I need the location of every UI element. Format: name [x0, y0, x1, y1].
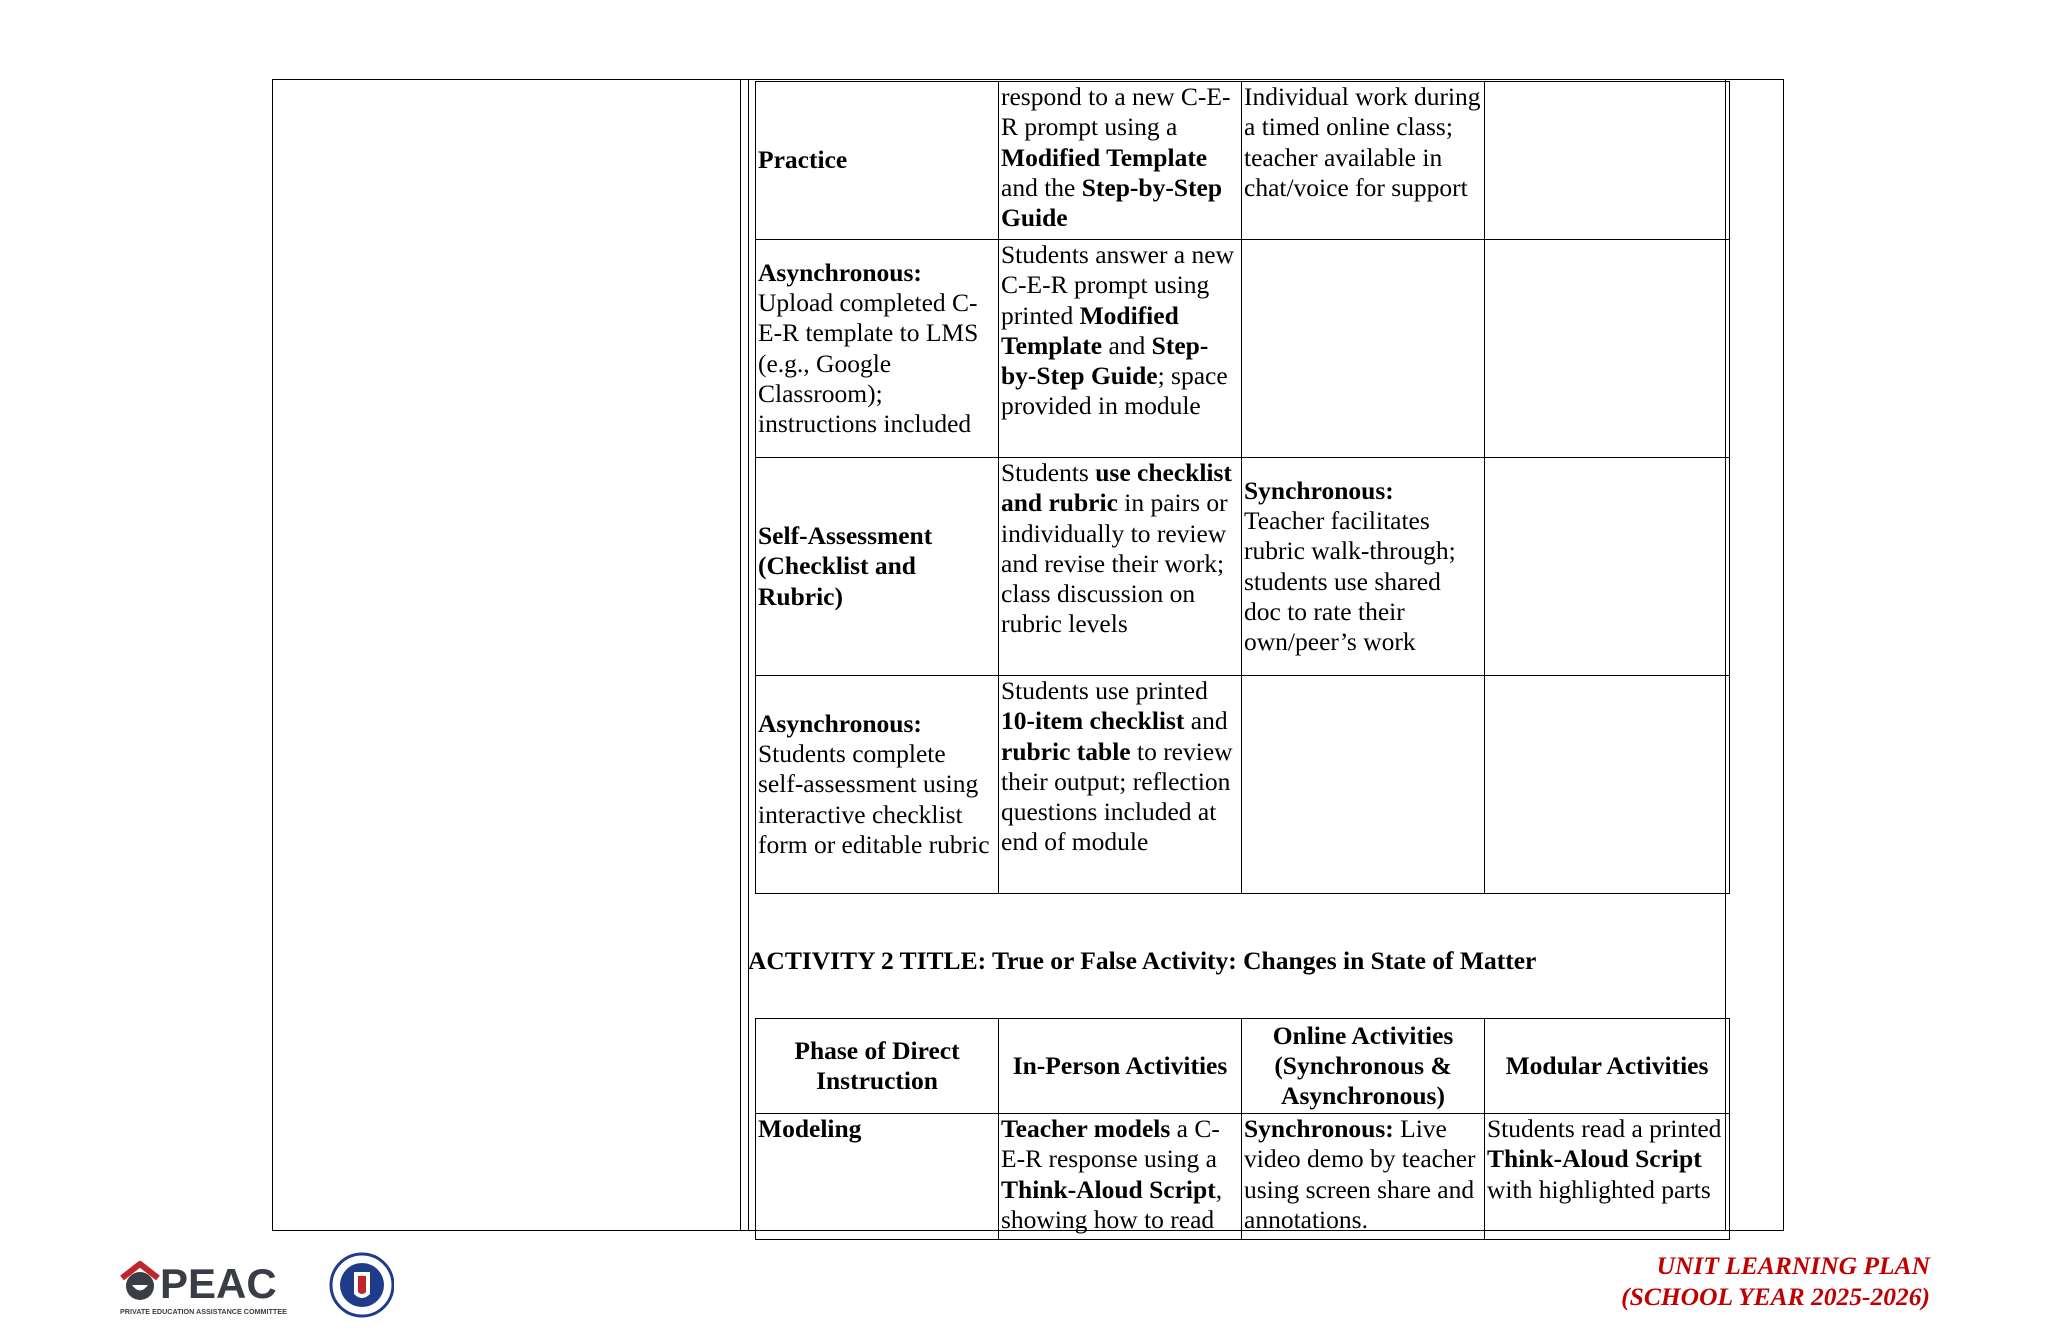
table-header-row: [756, 1019, 1730, 1114]
table-row: [756, 458, 1730, 676]
online-cell: [1242, 676, 1485, 894]
header-phase: Phase of Direct Instruction: [756, 1019, 999, 1114]
peac-subtitle: PRIVATE EDUCATION ASSISTANCE COMMITTEE: [120, 1307, 287, 1316]
in-person-cell: respond to a new C-E-R prompt using a Modified Template and the Step-by-Step Guide: [999, 82, 1242, 240]
phase-cell: Modeling: [756, 1114, 999, 1240]
activity-1-table: [755, 81, 1730, 894]
table-row: [756, 82, 1730, 240]
online-cell: [1242, 240, 1485, 458]
activity-2-title: ACTIVITY 2 TITLE: True or False Activity: Changes in State of Matter: [748, 946, 1537, 975]
table-row: [756, 676, 1730, 894]
online-cell: Synchronous: Live video demo by teacher using screen share and annotations.: [1242, 1114, 1485, 1240]
table-row: [756, 240, 1730, 458]
peac-wordmark: PEAC: [160, 1260, 277, 1307]
in-person-cell: Students use printed 10-item checklist and rubric table to review their output; reflection questions included at end of module: [999, 676, 1242, 894]
outer-column-divider: [748, 80, 749, 1230]
modular-cell: [1485, 82, 1730, 240]
phase-cell: Asynchronous: Students complete self-assessment using interactive checklist form or editable rubric: [756, 676, 999, 894]
in-person-cell: Students answer a new C-E-R prompt using printed Modified Template and Step-by-Step Guide; space provided in module: [999, 240, 1242, 458]
modular-cell: [1485, 240, 1730, 458]
modular-cell: Students read a printed Think-Aloud Script with highlighted parts: [1485, 1114, 1730, 1240]
phase-cell: Practice: [756, 82, 999, 240]
header-in-person: In-Person Activities: [999, 1019, 1242, 1114]
table-row: [756, 1114, 1730, 1240]
document-footer: [1621, 1250, 1930, 1312]
modular-cell: [1485, 676, 1730, 894]
peac-emblem-icon: [122, 1264, 158, 1300]
modular-cell: [1485, 458, 1730, 676]
in-person-cell: Teacher models a C-E-R response using a Think-Aloud Script, showing how to read: [999, 1114, 1242, 1240]
peac-logo: [118, 1252, 394, 1318]
deped-seal-icon: [331, 1254, 393, 1316]
phase-cell: Self-Assessment (Checklist and Rubric): [756, 458, 999, 676]
header-online: Online Activities (Synchronous & Asynchronous): [1242, 1019, 1485, 1114]
online-cell: Individual work during a timed online class; teacher available in chat/voice for support: [1242, 82, 1485, 240]
outer-column-divider: [740, 80, 741, 1230]
footer-school-year: (SCHOOL YEAR 2025-2026): [1621, 1282, 1930, 1311]
activity-2-table: [755, 1018, 1730, 1240]
online-cell: Synchronous: Teacher facilitates rubric walk-through; students use shared doc to rate their own/peer’s work: [1242, 458, 1485, 676]
phase-cell: Asynchronous: Upload completed C-E-R template to LMS (e.g., Google Classroom); instructions included: [756, 240, 999, 458]
in-person-cell: Students use checklist and rubric in pairs or individually to review and revise their work; class discussion on rubric levels: [999, 458, 1242, 676]
header-modular: Modular Activities: [1485, 1019, 1730, 1114]
footer-title: UNIT LEARNING PLAN: [1656, 1251, 1930, 1280]
